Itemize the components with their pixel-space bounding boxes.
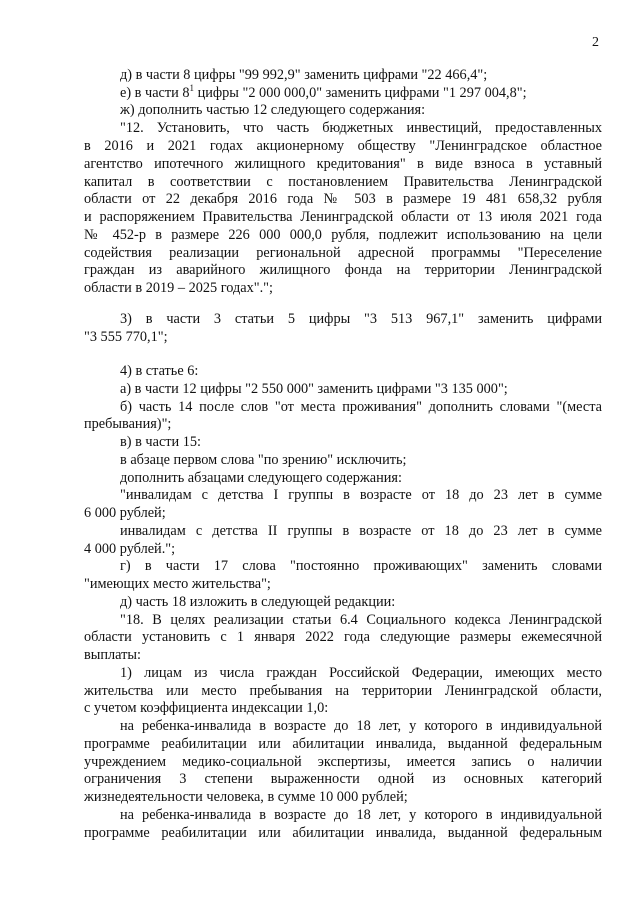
text-line: д) в части 8 цифры "99 992,9" заменить цифрами "22 466,4"; — [120, 67, 488, 83]
text-line: № 452-р в размере 226 000 000,0 рубля, подлежит использованию на цели — [84, 227, 602, 243]
text-line: граждан из аварийного жилищного фонда на территории Ленинградской — [84, 262, 602, 278]
text-line: в 2016 и 2021 годах акционерному обществу "Ленинградское областное — [84, 138, 602, 154]
text-line: "3 555 770,1"; — [84, 329, 168, 345]
text-line: 1) лицам из числа граждан Российской Федерации, имеющих место — [120, 665, 602, 681]
text-line: ж) дополнить частью 12 следующего содержания: — [120, 102, 426, 118]
text-line: области в 2019 – 2025 годах"."; — [84, 280, 273, 296]
text-line: в) в части 15: — [120, 434, 202, 450]
text-line: выплаты: — [84, 647, 141, 663]
text-line: е) в части $8^1$ цифры "2 000 000,0" заменить цифрами "1 297 004,8"; — [120, 84, 527, 101]
text-line: области установить с 1 января 2022 года следующие размеры ежемесячной — [84, 629, 602, 645]
text-line: "12. Установить, что часть бюджетных инвестиций, предоставленных — [120, 120, 602, 136]
text-line: 3) в части 3 статьи 5 цифры "3 513 967,1" заменить цифрами — [120, 311, 602, 327]
text-line: на ребенка-инвалида в возрасте до 18 лет, у которого в индивидуальной — [120, 718, 602, 734]
text-line: инвалидам с детства II группы в возрасте от 18 до 23 лет в сумме — [120, 523, 602, 539]
text-line: 4) в статье 6: — [120, 363, 199, 379]
text-line: жизнедеятельности человека, в сумме 10 000 рублей; — [84, 789, 408, 805]
text-line: в абзаце первом слова "по зрению" исключить; — [120, 452, 407, 468]
text-line: жительства или место пребывания на территории Ленинградской области, — [84, 683, 602, 699]
text-line: и распоряжением Правительства Ленинградской области от 13 июля 2021 года — [84, 209, 602, 225]
text-line: 4 000 рублей."; — [84, 541, 176, 557]
text-line: учреждением медико-социальной экспертизы, имеется запись о наличии — [84, 754, 602, 770]
text-line: содействия реализации региональной адресной программы "Переселение — [84, 245, 602, 261]
text-line: с учетом коэффициента индексации 1,0: — [84, 700, 329, 716]
text-line: г) в части 17 слова "постоянно проживающих" заменить словами — [120, 558, 602, 574]
text-line: программе реабилитации или абилитации инвалида, выданной федеральным — [84, 736, 602, 752]
text-line: ограничения 3 степени выраженности одной из основных категорий — [84, 771, 602, 787]
text-line: агентство ипотечного жилищного кредитования" в виде взноса в уставный — [84, 156, 602, 172]
text-line: на ребенка-инвалида в возрасте до 18 лет, у которого в индивидуальной — [120, 807, 602, 823]
text-line: б) часть 14 после слов "от места проживания" дополнить словами "(места — [120, 399, 602, 415]
text-line: дополнить абзацами следующего содержания: — [120, 470, 402, 486]
text-line: капитал в соответствии с постановлением Правительства Ленинградской — [84, 174, 602, 190]
text-line: программе реабилитации или абилитации инвалида, выданной федеральным — [84, 825, 602, 841]
text-line: "18. В целях реализации статьи 6.4 Социального кодекса Ленинградской — [120, 612, 602, 628]
text-line: а) в части 12 цифры "2 550 000" заменить цифрами "3 135 000"; — [120, 381, 508, 397]
text-line: д) часть 18 изложить в следующей редакции: — [120, 594, 396, 610]
text-line: "имеющих место жительства"; — [84, 576, 271, 592]
text-line: области от 22 декабря 2016 года № 503 в размере 19 481 658,32 рубля — [84, 191, 602, 207]
text-line: "инвалидам с детства I группы в возрасте от 18 до 23 лет в сумме — [120, 487, 602, 503]
page-number: 2 — [592, 35, 599, 50]
text-line: 6 000 рублей; — [84, 505, 166, 521]
text-line: пребывания)"; — [84, 416, 172, 432]
